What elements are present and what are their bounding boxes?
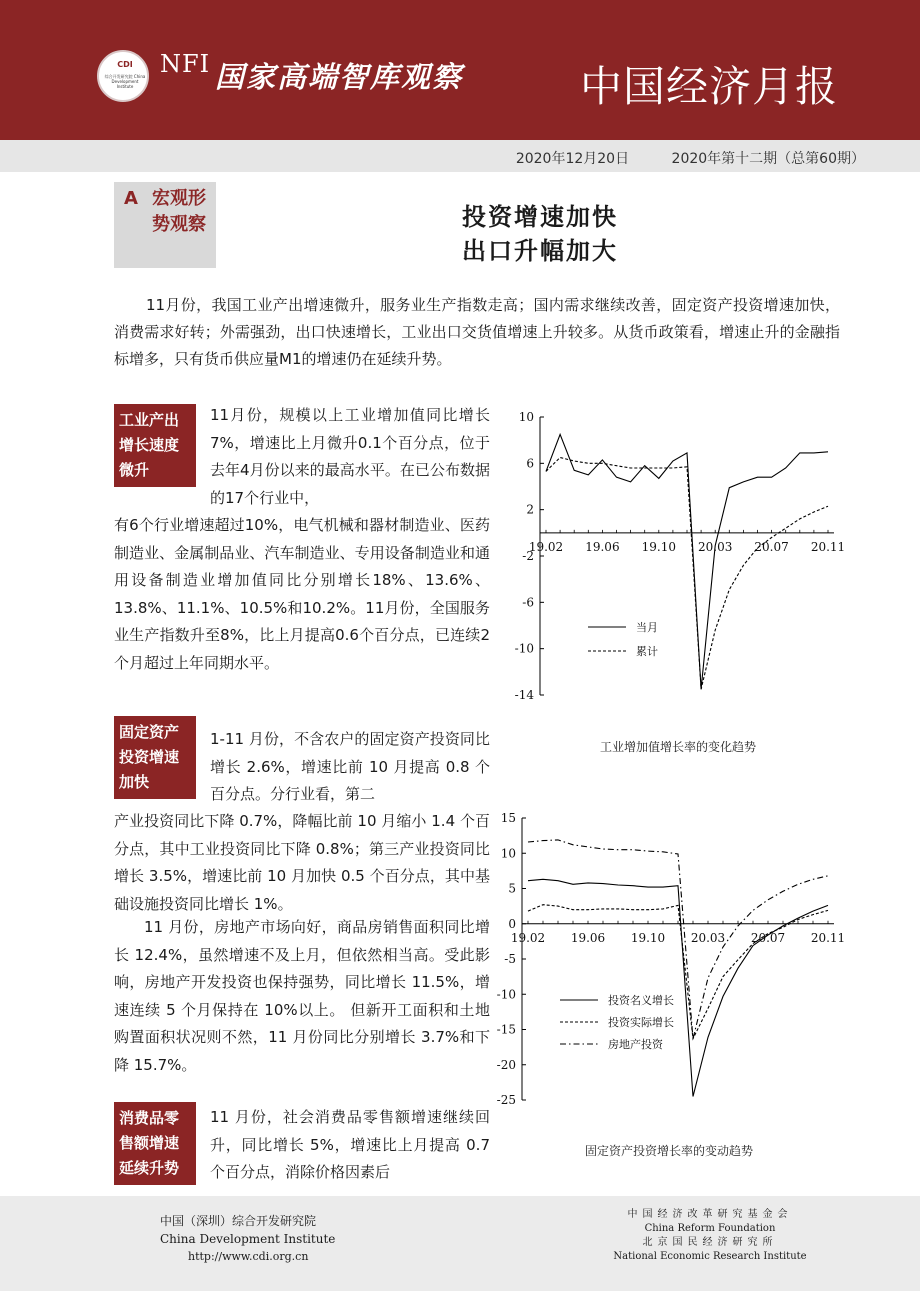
report-title: 中国经济月报 [579,62,838,111]
footer-cdi-cn: 中国（深圳）综合开发研究院 [160,1214,317,1228]
series-line-2 [528,905,828,1039]
legend-label-1: 当月 [636,621,658,634]
x-tick-label: 20.07 [750,930,786,945]
footer-neri-en: National Economic Research Institute [613,1251,807,1262]
series-line-1 [528,879,828,1096]
footer-crf-en: China Reform Foundation [644,1223,776,1234]
issue-date: 2020年12月20日 [515,151,630,167]
legend-label-2: 投资实际增长 [608,1016,674,1029]
industry-text-narrow: 11月份，规模以上工业增加值同比增长7%，增速比上月微升0.1个百分点，位于去年4月份以来的最高水平。在已公布数据的17个行业中， [210,406,490,507]
side-label-investment: 固定资产投资增速加快 [114,716,196,799]
footer-left [160,1212,335,1266]
x-tick-label: 19.06 [570,930,606,945]
x-tick-label: 20.03 [690,930,726,945]
y-tick-label: -2 [522,549,534,563]
page-footer [0,1196,920,1291]
headline-line2: 出口升幅加大 [462,237,618,265]
series-line-2 [546,458,828,690]
x-tick-label: 20.03 [698,539,733,554]
y-tick-label: 6 [526,456,534,471]
industry-growth-chart [500,405,850,705]
side-label-consumption: 消费品零售额增速延续升势 [114,1102,196,1185]
section-tag [114,182,216,268]
investment-text-wide: 产业投资同比下降 0.7%，降幅比前 10 月缩小 1.4 个百分点，其中工业投资同比下降 0.8%；第三产业投资同比增长 3.5%，增速比前 10 月加快 0.5 个百分点，其中基础设施投资同比增长 1%。 [114,812,490,913]
issue-bar [0,140,920,172]
footer-cdi-en: China Development Institute [160,1232,336,1246]
x-tick-label: 20.11 [810,539,846,554]
brand-title: 国家高端智库观察 [215,60,464,94]
investment-text-narrow: 1-11 月份，不含农户的固定资产投资同比增长 2.6%，增速比前 10 月提高 0.8 个百分点。分行业看，第二 [210,730,490,803]
y-tick-label: -25 [496,1093,516,1107]
headline [350,200,730,268]
nfi-mark: NFI [160,50,211,78]
y-tick-label: -20 [496,1057,516,1072]
y-tick-label: 2 [526,502,534,517]
x-tick-label: 19.02 [528,539,564,554]
issue-info [516,148,865,168]
section-name: 宏观形势观察 [152,188,206,235]
chart2-caption: 固定资产投资增长率的变动趋势 [585,1144,754,1158]
x-tick-label: 20.11 [810,930,846,945]
y-tick-label: 0 [508,916,516,931]
headline-line1: 投资增速加快 [462,203,618,231]
footer-crf-cn: 中国经济改革研究基金会 [627,1209,793,1220]
x-tick-label: 20.07 [754,539,789,554]
investment-growth-chart [496,810,850,1110]
x-tick-label: 19.10 [630,930,666,945]
footer-right [610,1208,810,1264]
y-tick-label: 10 [518,410,534,424]
y-tick-label: 10 [500,846,516,861]
logo-text: CDI [117,60,133,69]
x-tick-label: 19.10 [641,539,676,554]
side-label-industry: 工业产出增长速度微升 [114,404,196,487]
legend-label-1: 投资名义增长 [608,994,674,1007]
y-tick-label: -10 [514,641,534,656]
cdi-logo [97,50,149,102]
x-tick-label: 19.06 [585,539,620,554]
consumption-text-narrow: 11 月份，社会消费品零售额增速继续回升，同比增长 5%，增速比上月提高 0.7 个百分点，消除价格因素后 [210,1108,490,1181]
footer-neri-cn: 北京国民经济研究所 [642,1237,778,1248]
section-letter: A [124,188,138,209]
y-tick-label: -6 [522,595,534,610]
y-tick-label: 5 [508,881,516,896]
y-tick-label: 15 [500,811,516,825]
footer-url[interactable]: http://www.cdi.org.cn [188,1250,309,1263]
investment-text-para2: 11 月份，房地产市场向好，商品房销售面积同比增长 12.4%，虽然增速不及上月，但依然相当高。受此影响，房地产开发投资也保持强势，同比增长 11.5%，增速连续 5 个月保持在 10%以上。 但新开工面积和土地购置面积状况则不然，11 月份同比分别增长 3.7%和下降 15.7%。 [114,918,490,1074]
industry-text-wide: 有6个行业增速超过10%，电气机械和器材制造业、医药制造业、金属制品业、汽车制造业、专用设备制造业和通用设备制造业增加值同比分别增长18%、13.6%、13.8%、11.1%、10.5%和10.2%。11月份，全国服务业生产指数升至8%，比上月提高0.6个百分点，已连续2个月超过上年同期水平。 [114,516,490,672]
legend-label-3: 房地产投资 [608,1038,663,1051]
y-tick-label: -10 [496,987,516,1002]
page-header [0,0,920,140]
legend-label-2: 累计 [636,645,658,658]
y-tick-label: -5 [504,952,516,966]
x-tick-label: 19.02 [510,930,546,945]
logo-subtext: 综合开发研究院 China Development Institute [104,74,146,89]
y-tick-label: -14 [514,688,534,702]
issue-number: 2020年第十二期（总第60期） [671,151,865,167]
chart1-caption: 工业增加值增长率的变化趋势 [600,740,757,754]
y-tick-label: -15 [496,1022,516,1037]
intro-paragraph: 11月份，我国工业产出增速微升，服务业生产指数走高；国内需求继续改善，固定资产投资增速加快，消费需求好转；外需强劲，出口快速增长，工业出口交货值增速上升较多。从货币政策看，增速止升的金融指标增多，只有货币供应量M1的增速仍在延续升势。 [114,296,840,368]
